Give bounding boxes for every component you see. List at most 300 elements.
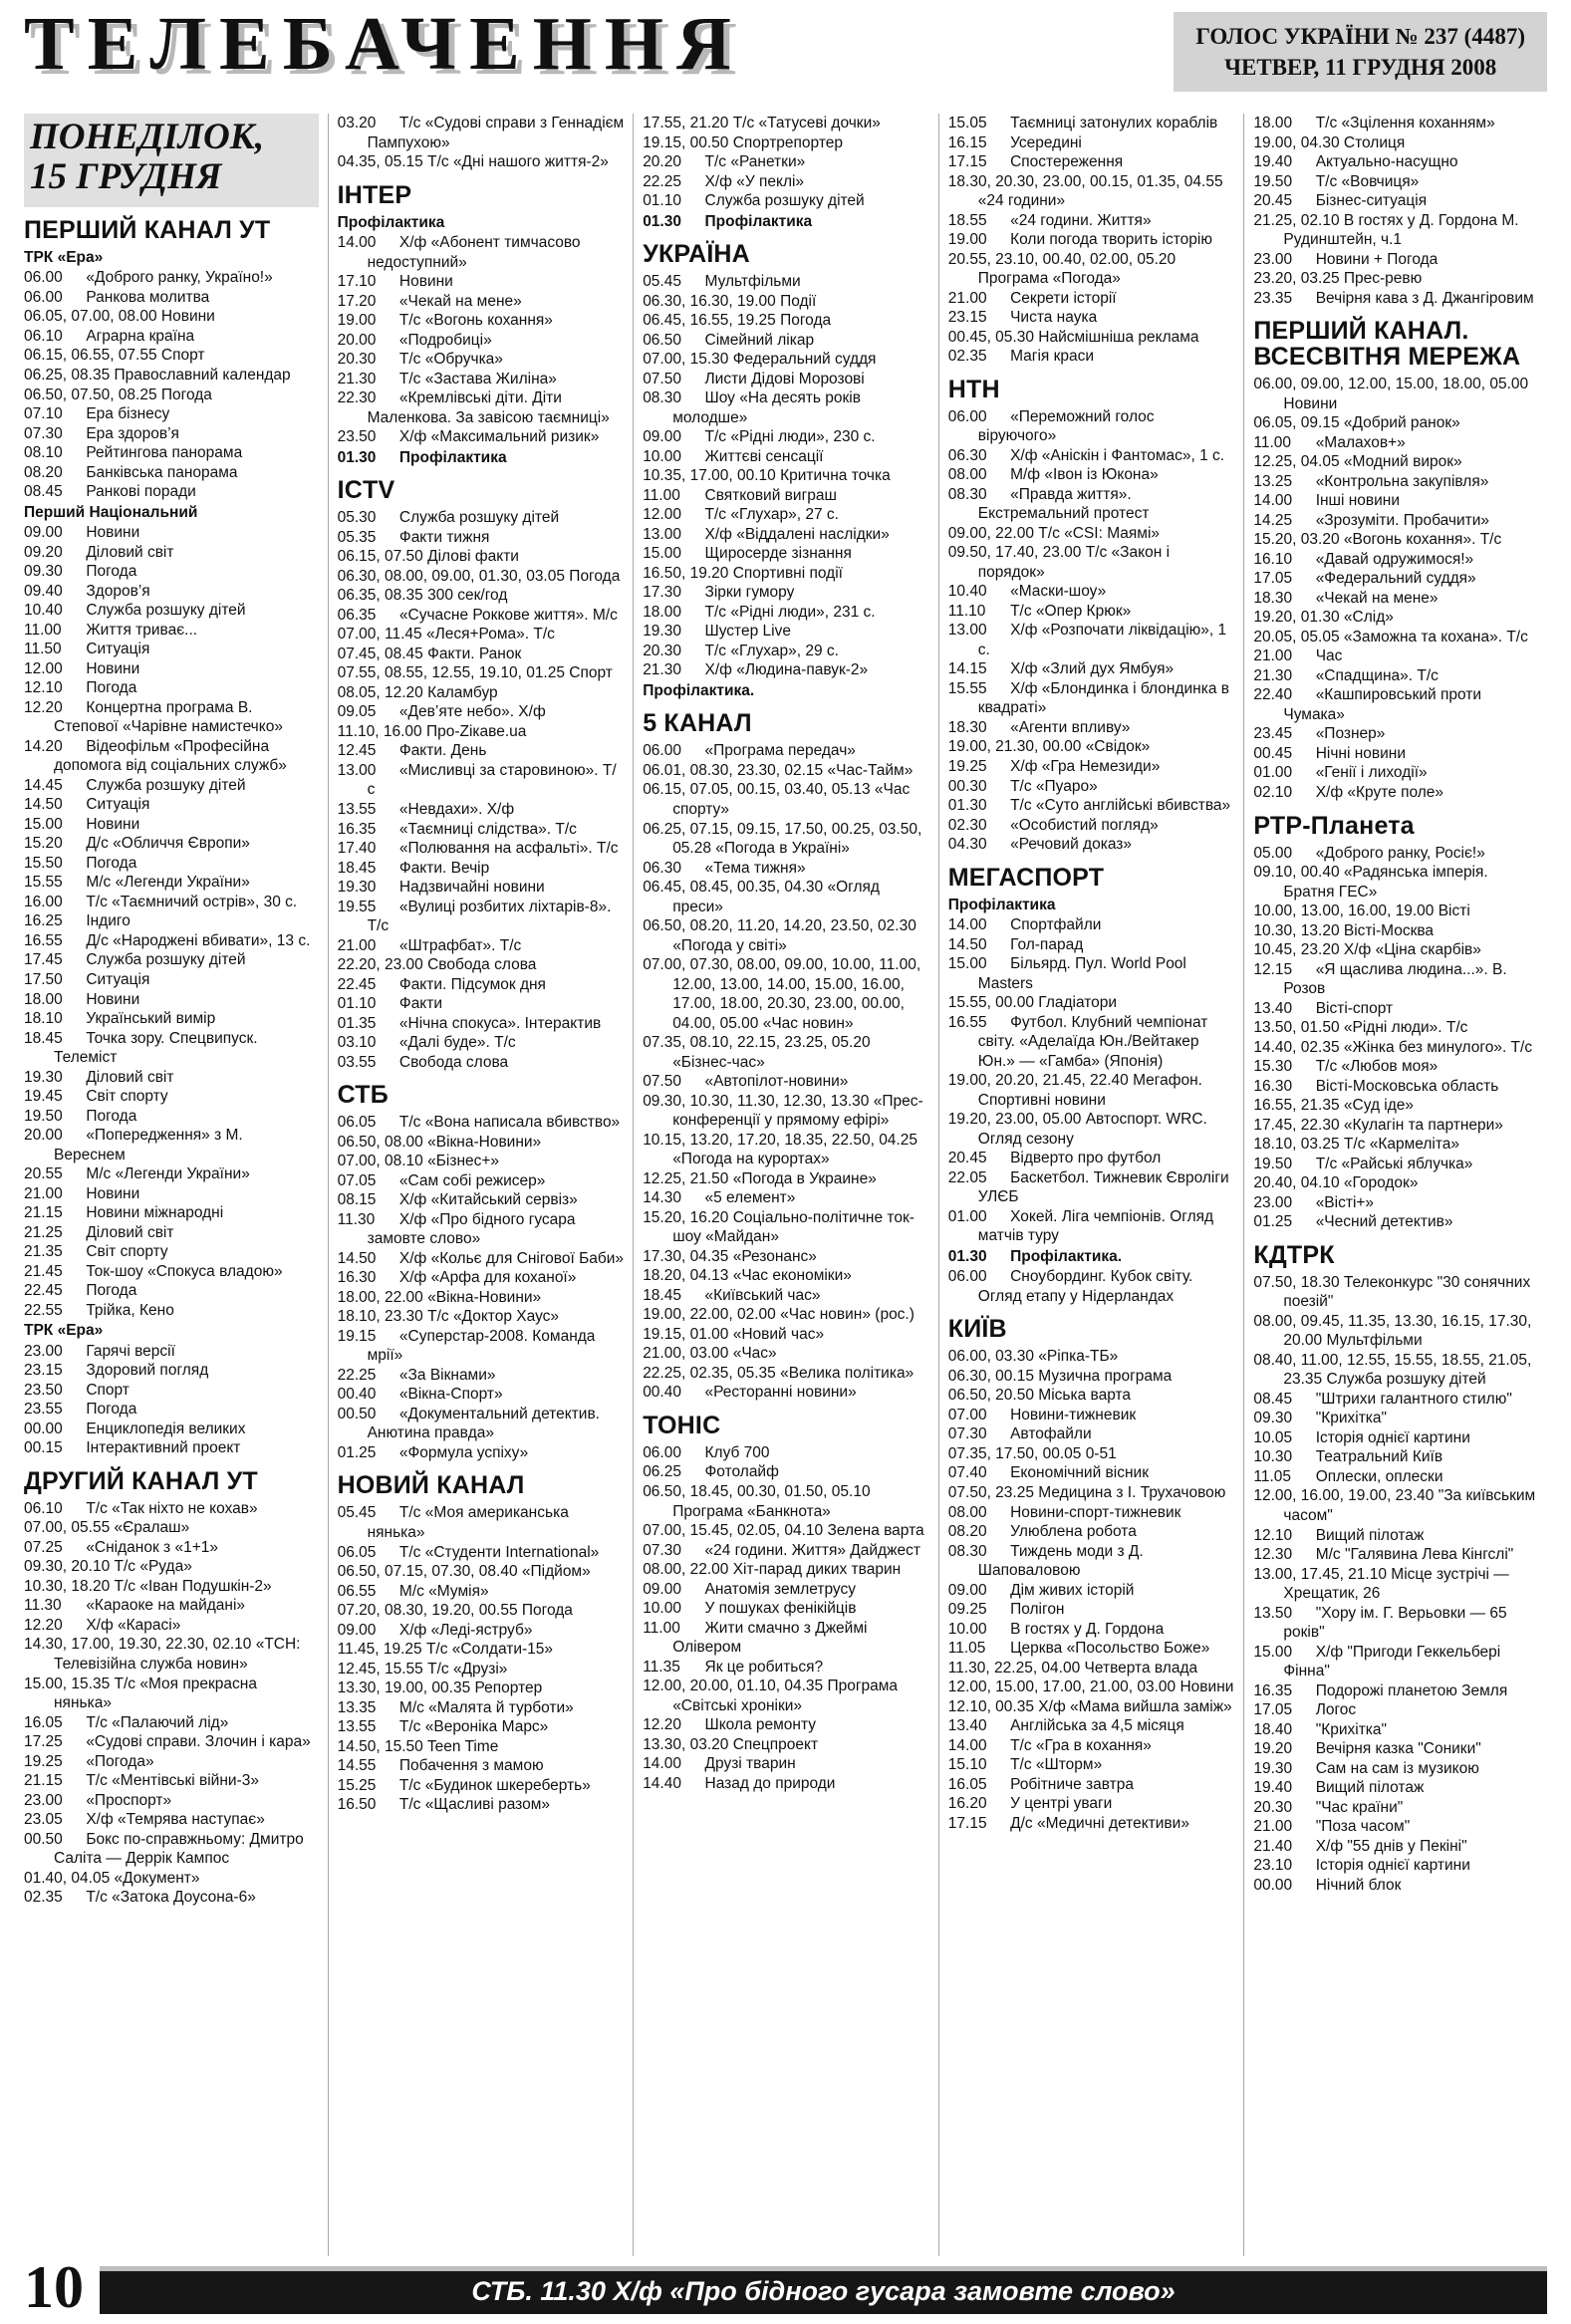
program-time: 12.10, 00.35: [947, 1697, 1034, 1715]
program-row: [24, 1068, 319, 1088]
program-title: Х/ф «Ціна скарбів»: [1343, 941, 1481, 959]
program-row: [24, 1616, 319, 1636]
program-row: [948, 796, 1235, 816]
program-time: 17.15: [947, 153, 987, 171]
program-row: [24, 307, 319, 327]
program-title: Бізнес-ситуація: [1315, 192, 1428, 210]
program-title: Улюблена робота: [1010, 1523, 1137, 1541]
program-title: "Поза часом": [1315, 1818, 1411, 1836]
program-title: Х/ф «У пеклі»: [704, 172, 805, 190]
program-time: 19.15, 01.00: [643, 1325, 729, 1343]
program-title: "За київським часом": [1283, 1487, 1536, 1524]
program-row: [948, 1755, 1235, 1775]
program-time: 13.40: [1253, 999, 1293, 1017]
program-title: «Леся+Рома». Т/с: [425, 626, 555, 644]
program-title: «Свідок»: [1085, 738, 1151, 756]
program-title: «Спадщина». Т/с: [1315, 666, 1439, 684]
program-row: [24, 1557, 319, 1577]
program-row: [24, 911, 319, 931]
program-time: 08.00: [947, 1503, 987, 1521]
program-time: 19.20: [1253, 1740, 1293, 1758]
program-row: [643, 272, 929, 292]
program-row: [1253, 491, 1540, 511]
program-title: Спортивні події: [732, 564, 843, 582]
program-title: Столиця: [1343, 133, 1406, 151]
program-title: «Суд іде»: [1343, 1097, 1415, 1115]
program-title: Англійська за 4,5 місяця: [1010, 1717, 1184, 1735]
program-row: [948, 1168, 1235, 1207]
program-time: 10.30, 18.20: [24, 1577, 111, 1595]
program-title: Логос: [1315, 1701, 1357, 1719]
program-row: [24, 1126, 319, 1164]
program-row: [24, 1381, 319, 1401]
program-title: Х/ф «Темрява наступає»: [86, 1811, 265, 1829]
program-time: 01.10: [337, 995, 377, 1013]
program-title: «Велика політика»: [780, 1364, 915, 1382]
program-title: Т/с «Гра в кохання»: [1010, 1736, 1152, 1754]
program-row: [643, 1208, 929, 1247]
program-title: «Невдахи». Х/ф: [398, 800, 515, 818]
program-time: 19.00: [337, 312, 377, 330]
program-time: 14.55: [337, 1757, 377, 1775]
program-row: [643, 1266, 929, 1286]
program-row: [1253, 1390, 1540, 1410]
program-time: 13.00: [947, 622, 987, 640]
program-title: «Полювання на асфальті». Т/с: [398, 840, 619, 858]
program-time: 06.30: [643, 859, 681, 877]
program-row: [24, 1203, 319, 1223]
date-line1: ПОНЕДІЛОК,: [30, 117, 265, 157]
program-time: 07.35, 17.50, 00.05: [947, 1444, 1082, 1462]
program-row: [948, 1736, 1235, 1756]
program-title: Ера бізнесу: [86, 405, 170, 423]
program-time: 16.55: [24, 931, 63, 949]
program-time: 14.00: [947, 916, 987, 934]
program-title: Т/с «Затока Доусона-6»: [86, 1889, 256, 1907]
program-time: 13.55: [337, 1718, 377, 1736]
program-time: 07.00, 15.30: [643, 351, 729, 369]
program-title: Т/с «Обручка»: [398, 351, 503, 369]
program-time: 04.30: [947, 836, 987, 854]
program-title: Х/ф «Китайський сервіз»: [398, 1191, 578, 1209]
program-title: «Новий час»: [732, 1325, 825, 1343]
channel-header: РТР-Планета: [1253, 811, 1415, 840]
program-title: Профілактика: [704, 212, 813, 230]
program-row: [1253, 433, 1540, 453]
program-time: 19.55: [337, 898, 377, 915]
program-row: [24, 1361, 319, 1381]
program-title: 0-51: [1085, 1444, 1117, 1462]
program-row: [643, 660, 929, 680]
program-title: «Погода на курортах»: [672, 1151, 830, 1168]
program-title: Банківська панорама: [86, 463, 238, 481]
program-time: 14.50: [947, 935, 987, 953]
program-row: [948, 1444, 1235, 1464]
program-time: 06.45, 16.55, 19.25: [643, 312, 776, 330]
program-time: 00.40: [643, 1384, 681, 1402]
program-row: [1253, 1193, 1540, 1213]
program-row: [24, 1438, 319, 1458]
program-time: 18.30: [947, 718, 987, 736]
program-title: Футбол. Клубний чемпіонат світу. «Аделаїда Юн./Вейтакер Юн.» — «Гамба» (Японія): [977, 1013, 1208, 1070]
program-time: 08.20: [24, 463, 63, 481]
program-row: [948, 915, 1235, 935]
program-row: [1253, 1565, 1540, 1604]
program-title: Здоров’я: [86, 582, 150, 600]
listing-column-2: [328, 114, 634, 2256]
program-row: [338, 955, 625, 975]
program-time: 11.30: [24, 1597, 62, 1615]
program-title: Х/ф «Аніскін і Фантомас», 1 с.: [1010, 446, 1225, 464]
program-row: [338, 645, 625, 664]
program-time: 20.05, 05.05: [1253, 628, 1340, 646]
program-time: 09.30: [1253, 1410, 1293, 1427]
program-row: [24, 288, 319, 308]
program-title: Профілактика: [398, 448, 507, 466]
program-row: [24, 1499, 319, 1519]
program-row: [948, 1600, 1235, 1620]
program-time: 06.25: [643, 1463, 681, 1481]
program-row: [643, 331, 929, 351]
program-title: Teen Time: [426, 1737, 499, 1755]
program-time: 07.30: [947, 1425, 987, 1443]
program-title: Мультфільми: [1326, 1332, 1423, 1350]
program-time: 21.25: [24, 1223, 63, 1241]
program-row: [338, 800, 625, 820]
program-title: «Доброго ранку, Україно!»: [86, 269, 273, 287]
program-row: [338, 1405, 625, 1443]
program-row: [338, 761, 625, 800]
program-title: «Документальний детектив. Анютина правда»: [367, 1405, 600, 1442]
program-title: У центрі уваги: [1010, 1795, 1113, 1813]
program-time: 19.00, 21.30, 00.00: [947, 738, 1082, 756]
program-time: 14.30, 17.00, 19.30, 22.30, 02.10: [24, 1636, 252, 1654]
program-row: [643, 1715, 929, 1735]
program-title: Ера здоров’я: [86, 424, 179, 442]
program-title: «Київський час»: [704, 1286, 821, 1304]
program-time: 11.00: [1253, 433, 1292, 451]
program-time: 00.50: [337, 1405, 377, 1422]
program-row: [338, 878, 625, 898]
program-title: Т/с «Вероніка Марс»: [398, 1718, 549, 1736]
program-time: 23.15: [947, 309, 987, 327]
program-row: [948, 1110, 1235, 1149]
program-row: [338, 1307, 625, 1327]
program-row: [24, 1771, 319, 1791]
program-title: «Бізнес-час»: [672, 1053, 765, 1071]
program-row: [948, 679, 1235, 718]
program-row: [24, 346, 319, 366]
program-time: 23.00: [1253, 250, 1293, 268]
program-time: 15.50: [24, 854, 63, 872]
program-time: 11.50: [24, 641, 62, 658]
program-title: Погода: [86, 854, 137, 872]
program-time: 11.00: [24, 621, 62, 639]
program-row: [948, 133, 1235, 153]
program-row: [24, 621, 319, 641]
page-footer: [0, 2254, 1571, 2324]
program-time: 06.45, 08.45, 00.35, 04.30: [643, 879, 824, 897]
program-time: 20.00: [337, 331, 377, 349]
program-title: Служба розшуку дітей: [86, 602, 246, 620]
program-time: 19.15, 00.50: [643, 133, 729, 151]
program-time: 12.10: [24, 679, 63, 697]
program-time: 18.00: [1253, 115, 1293, 131]
program-row: [24, 737, 319, 776]
program-row: [1253, 960, 1540, 999]
program-title: "Крихітка": [1315, 1720, 1388, 1738]
program-row: [643, 878, 929, 916]
program-time: 11.10, 16.00: [337, 722, 422, 740]
program-time: 09.00: [337, 1621, 377, 1639]
program-time: 04.35, 05.15: [337, 153, 423, 171]
program-row: [643, 370, 929, 389]
program-title: «За Вікнами»: [398, 1366, 496, 1384]
program-row: [24, 1223, 319, 1243]
program-time: 17.25: [24, 1733, 63, 1751]
program-row: [338, 1443, 625, 1463]
program-row: [643, 486, 929, 506]
program-title: Т/с «Вовчиця»: [1315, 172, 1420, 190]
program-time: 16.35: [337, 820, 377, 838]
program-row: [1253, 999, 1540, 1019]
program-title: «Погода»: [86, 1752, 154, 1770]
program-title: Т/с «Палаючий лід»: [86, 1713, 229, 1731]
program-row: [948, 543, 1235, 582]
program-row: [643, 427, 929, 447]
program-title: «Я щаслива людина...». В. Розов: [1283, 960, 1507, 998]
issue-info-box: [1174, 12, 1547, 92]
program-row: [338, 370, 625, 389]
program-row: [948, 1716, 1235, 1736]
section-subheader: Перший Національний: [24, 503, 198, 521]
program-row: [24, 424, 319, 444]
program-title: «Ріпка-ТБ»: [1038, 1348, 1119, 1366]
program-time: 10.00, 13.00, 16.00, 19.00: [1253, 903, 1435, 920]
program-row: [338, 547, 625, 567]
program-title: Т/с «Іван Подушкін-2»: [114, 1577, 272, 1595]
program-title: «Добрий ранок»: [1343, 414, 1460, 432]
program-title: Т/с «CSI: Маямі»: [1038, 524, 1161, 542]
program-row: [24, 873, 319, 893]
program-title: Енциклопедія великих: [86, 1420, 246, 1437]
channel-header: ІНТЕР: [337, 180, 412, 209]
program-time: 06.50: [643, 331, 681, 349]
program-title: Х/ф «Злий дух Ямбуя»: [1010, 660, 1175, 678]
program-time: 11.35: [643, 1658, 680, 1676]
program-title: «Ресторанні новини»: [704, 1384, 857, 1402]
program-title: Оплески, оплески: [1315, 1467, 1443, 1485]
program-row: [338, 625, 625, 645]
program-time: 17.40: [337, 840, 377, 858]
program-title: «Караоке на майдані»: [86, 1597, 246, 1615]
program-time: 16.55, 21.35: [1253, 1097, 1340, 1115]
program-title: Т/с «Застава Жиліна»: [398, 370, 557, 387]
program-time: 09.30, 10.30, 11.30, 12.30, 13.30: [643, 1092, 870, 1110]
program-title: Побачення з мамою: [398, 1757, 544, 1775]
program-time: 13.30, 19.00, 00.35: [337, 1679, 471, 1697]
program-title: Погода: [780, 312, 832, 330]
program-row: [24, 1518, 319, 1538]
program-time: 13.00: [337, 761, 377, 779]
program-title: Спостереження: [1010, 153, 1124, 171]
program-title: «Вікна-Новини»: [427, 1288, 542, 1306]
program-title: «Маски-шоу»: [1010, 583, 1107, 601]
program-title: Спорт: [569, 664, 613, 682]
program-title: «Час новин» (рос.): [780, 1306, 915, 1324]
program-time: 01.30: [337, 448, 377, 466]
program-time: 20.55: [24, 1165, 63, 1183]
section-subheader: Профілактика.: [643, 681, 755, 699]
program-row: [338, 1678, 625, 1698]
program-time: 13.00, 17.45, 21.10: [1253, 1565, 1387, 1583]
program-time: 15.10: [947, 1756, 987, 1774]
program-row: [643, 1619, 929, 1658]
program-title: «Суперстар-2008. Команда мрії»: [367, 1327, 596, 1365]
program-title: М/ф «Івон із Юкона»: [1010, 466, 1159, 484]
program-time: 16.30: [337, 1269, 377, 1287]
program-time: 18.45: [337, 859, 377, 877]
program-time: 22.45: [24, 1282, 63, 1300]
program-title: Сам на сам із музикою: [1315, 1759, 1479, 1777]
program-title: Подорожі планетою Земля: [1315, 1681, 1508, 1699]
program-title: Факти. Підсумок дня: [398, 975, 546, 993]
program-row: [338, 1268, 625, 1288]
program-row: [948, 1697, 1235, 1717]
program-row: [24, 404, 319, 424]
program-row: [643, 1521, 929, 1541]
program-time: 11.30, 22.25, 04.00: [947, 1659, 1081, 1677]
program-row: [1253, 511, 1540, 531]
program-time: 19.30: [1253, 1759, 1293, 1777]
program-time: 19.25: [24, 1752, 63, 1770]
program-time: 18.40: [1253, 1720, 1293, 1738]
program-row: [1253, 1817, 1540, 1837]
program-title: Соціально-політичне ток-шоу «Майдан»: [672, 1208, 915, 1246]
program-row: [1253, 530, 1540, 550]
program-time: 07.50: [643, 370, 681, 387]
program-row: [338, 839, 625, 859]
program-row: [948, 328, 1235, 348]
program-title: «Час»: [732, 1345, 777, 1363]
program-time: 07.10: [24, 405, 63, 423]
program-time: 15.00: [1253, 1643, 1293, 1661]
program-row: [338, 1776, 625, 1796]
program-title: «5 елемент»: [704, 1189, 796, 1207]
program-time: 06.00: [643, 1443, 681, 1461]
program-title: Факти тижня: [398, 528, 490, 546]
program-time: 10.00: [643, 1600, 681, 1618]
issue-line: ГОЛОС УКРАЇНИ № 237 (4487): [1195, 24, 1525, 49]
program-row: [338, 1698, 625, 1718]
program-time: 17.30, 04.35: [643, 1247, 729, 1265]
program-title: Шоу «На десять років молодше»: [672, 389, 861, 426]
program-row: [1253, 1778, 1540, 1798]
program-row: [1253, 1173, 1540, 1193]
program-title: Служба розшуку дітей: [704, 192, 865, 210]
program-title: Х/ф «Мама вийшла заміж»: [1038, 1697, 1232, 1715]
program-row: [948, 1267, 1235, 1306]
program-row: [1253, 1447, 1540, 1467]
program-time: 14.40, 02.35: [1253, 1038, 1340, 1056]
program-row: [338, 1543, 625, 1563]
program-title: Автофайли: [1010, 1425, 1092, 1443]
program-row: [1253, 452, 1540, 472]
program-row: [24, 990, 319, 1010]
issue-date-line: ЧЕТВЕР, 11 ГРУДНЯ 2008: [1224, 55, 1497, 81]
program-row: [948, 816, 1235, 836]
program-title: Український вимір: [86, 1010, 216, 1028]
program-time: 17.30: [643, 584, 681, 602]
program-row: [24, 1635, 319, 1674]
program-title: Служба розшуку дітей: [1326, 1371, 1486, 1389]
program-title: Програма «Погода»: [977, 270, 1121, 288]
program-row: [643, 761, 929, 781]
program-row: [643, 1482, 929, 1521]
program-time: 15.05: [947, 115, 987, 131]
program-row: [24, 582, 319, 602]
program-row: [1253, 1876, 1540, 1896]
program-row: [643, 1443, 929, 1463]
program-time: 15.55, 00.00: [947, 994, 1034, 1012]
program-time: 12.25, 04.05: [1253, 453, 1340, 471]
program-row: [643, 583, 929, 603]
program-time: 14.00: [947, 1736, 987, 1754]
program-title: Т/с «Пуаро»: [1010, 777, 1098, 795]
program-time: 20.20: [643, 153, 681, 171]
program-title: «Тема тижня»: [704, 859, 806, 877]
program-row: [338, 1033, 625, 1053]
program-time: 15.55: [947, 679, 987, 697]
program-time: 09.50, 17.40, 23.00: [947, 544, 1082, 562]
program-row: [948, 1678, 1235, 1697]
program-title: 300 сек/год: [427, 587, 508, 605]
program-title: «24 години. Життя»: [1010, 211, 1152, 229]
program-title: «Судові справи. Злочин і кара»: [86, 1733, 311, 1751]
program-title: Х/ф «Людина-павук-2»: [704, 661, 869, 679]
program-time: 22.20, 23.00: [337, 956, 423, 974]
program-row: [643, 1364, 929, 1384]
program-title: Секрети історії: [1010, 289, 1117, 307]
program-title: Погода: [86, 1401, 137, 1419]
program-title: Новини: [86, 815, 140, 833]
program-time: 07.00: [947, 1406, 987, 1423]
program-time: 14.15: [947, 660, 987, 678]
program-row: [24, 1242, 319, 1262]
program-row: [338, 1562, 625, 1582]
program-time: 07.40: [947, 1464, 987, 1482]
program-time: 05.30: [337, 509, 377, 527]
program-row: [1253, 413, 1540, 433]
listing-column-4: [938, 114, 1244, 2256]
program-time: 03.10: [337, 1034, 377, 1052]
program-title: Бокс по-справжньому: Дмитро Саліта — Деррік Кампос: [54, 1830, 304, 1868]
program-row: [338, 1249, 625, 1269]
program-time: 19.20, 01.30: [1253, 609, 1340, 627]
program-title: Свобода слова: [398, 1053, 509, 1071]
program-title: «Радянська імперія. Братня ГЕС»: [1283, 864, 1488, 901]
program-row: [1253, 114, 1540, 133]
program-title: Д/с «Народжені вбивати», 13 с.: [86, 931, 311, 949]
program-time: 22.25: [643, 172, 681, 190]
program-title: «Документ»: [114, 1869, 200, 1887]
program-title: «Городок»: [1343, 1174, 1419, 1192]
program-row: [24, 1732, 319, 1752]
program-title: Ток-шоу «Спокуса владою»: [86, 1262, 283, 1280]
program-row: [948, 777, 1235, 797]
program-row: [1253, 1486, 1540, 1525]
program-row: [1253, 472, 1540, 492]
